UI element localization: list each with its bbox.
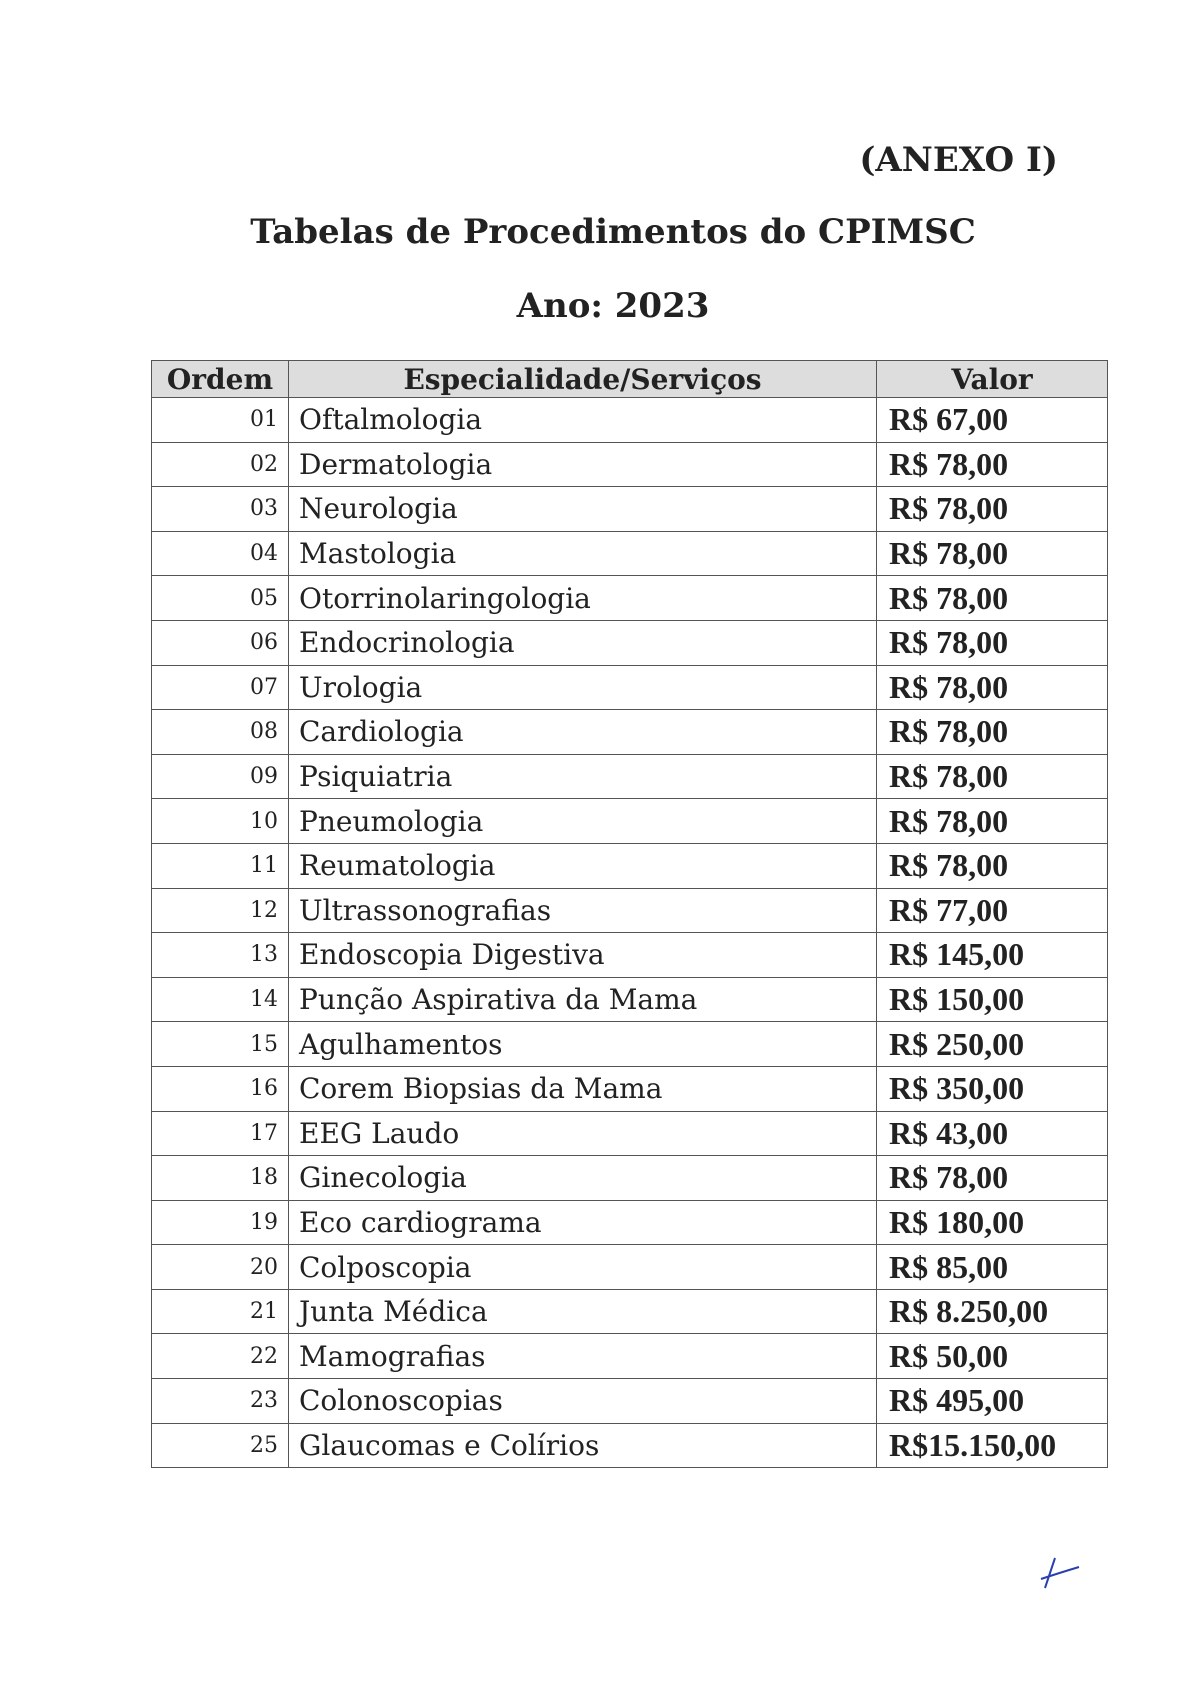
row-specialty: Glaucomas e Colírios	[289, 1423, 877, 1468]
row-order: 06	[152, 620, 289, 665]
row-specialty: Junta Médica	[289, 1289, 877, 1334]
table-row	[152, 1423, 1108, 1468]
row-specialty: EEG Laudo	[289, 1111, 877, 1156]
row-order: 25	[152, 1423, 289, 1468]
column-header-valor: Valor	[877, 361, 1108, 398]
document-title: Tabelas de Procedimentos do CPIMSC	[250, 212, 976, 252]
signature-initial	[1035, 1555, 1085, 1599]
column-header-ordem: Ordem	[152, 361, 289, 398]
row-value: R$ 78,00	[877, 576, 1108, 621]
row-value: R$ 350,00	[877, 1066, 1108, 1111]
row-specialty: Punção Aspirativa da Mama	[289, 977, 877, 1022]
row-specialty: Mamografias	[289, 1334, 877, 1379]
row-order: 08	[152, 710, 289, 755]
row-value: R$ 78,00	[877, 843, 1108, 888]
procedures-table	[151, 360, 1108, 1468]
row-order: 18	[152, 1156, 289, 1201]
row-order: 15	[152, 1022, 289, 1067]
row-order: 22	[152, 1334, 289, 1379]
table-row	[152, 1245, 1108, 1290]
row-value: R$ 78,00	[877, 710, 1108, 755]
table-row	[152, 620, 1108, 665]
table-row	[152, 665, 1108, 710]
table-row	[152, 1200, 1108, 1245]
row-order: 07	[152, 665, 289, 710]
row-specialty: Corem Biopsias da Mama	[289, 1066, 877, 1111]
row-order: 05	[152, 576, 289, 621]
table-row	[152, 933, 1108, 978]
row-value: R$ 78,00	[877, 531, 1108, 576]
row-order: 23	[152, 1379, 289, 1424]
row-value: R$ 78,00	[877, 665, 1108, 710]
table-row	[152, 398, 1108, 443]
row-specialty: Ultrassonografias	[289, 888, 877, 933]
row-value: R$ 250,00	[877, 1022, 1108, 1067]
row-specialty: Colposcopia	[289, 1245, 877, 1290]
row-value: R$ 78,00	[877, 754, 1108, 799]
table-row	[152, 576, 1108, 621]
row-value: R$ 78,00	[877, 620, 1108, 665]
row-specialty: Mastologia	[289, 531, 877, 576]
table-row	[152, 1379, 1108, 1424]
row-value: R$15.150,00	[877, 1423, 1108, 1468]
table-row	[152, 977, 1108, 1022]
row-order: 02	[152, 442, 289, 487]
row-value: R$ 78,00	[877, 442, 1108, 487]
row-order: 04	[152, 531, 289, 576]
table-row	[152, 799, 1108, 844]
row-order: 09	[152, 754, 289, 799]
table-row	[152, 754, 1108, 799]
row-order: 13	[152, 933, 289, 978]
row-specialty: Cardiologia	[289, 710, 877, 755]
row-value: R$ 180,00	[877, 1200, 1108, 1245]
row-order: 01	[152, 398, 289, 443]
row-specialty: Reumatologia	[289, 843, 877, 888]
row-order: 17	[152, 1111, 289, 1156]
table-row	[152, 1334, 1108, 1379]
table-row	[152, 442, 1108, 487]
document-year: Ano: 2023	[516, 286, 710, 326]
row-order: 12	[152, 888, 289, 933]
column-header-especialidade: Especialidade/Serviços	[289, 361, 877, 398]
table-row	[152, 888, 1108, 933]
row-value: R$ 8.250,00	[877, 1289, 1108, 1334]
table-row	[152, 1289, 1108, 1334]
table-row	[152, 1111, 1108, 1156]
row-specialty: Neurologia	[289, 487, 877, 532]
row-specialty: Oftalmologia	[289, 398, 877, 443]
row-specialty: Endoscopia Digestiva	[289, 933, 877, 978]
table-header-row	[152, 361, 1108, 398]
annex-label: (ANEXO I)	[859, 140, 1058, 180]
table-row	[152, 1156, 1108, 1201]
table-row	[152, 487, 1108, 532]
row-order: 03	[152, 487, 289, 532]
row-value: R$ 50,00	[877, 1334, 1108, 1379]
row-value: R$ 43,00	[877, 1111, 1108, 1156]
row-value: R$ 150,00	[877, 977, 1108, 1022]
row-specialty: Endocrinologia	[289, 620, 877, 665]
row-order: 14	[152, 977, 289, 1022]
row-specialty: Psiquiatria	[289, 754, 877, 799]
row-value: R$ 85,00	[877, 1245, 1108, 1290]
row-value: R$ 77,00	[877, 888, 1108, 933]
row-specialty: Pneumologia	[289, 799, 877, 844]
row-specialty: Otorrinolaringologia	[289, 576, 877, 621]
row-order: 10	[152, 799, 289, 844]
row-order: 21	[152, 1289, 289, 1334]
row-specialty: Agulhamentos	[289, 1022, 877, 1067]
row-specialty: Colonoscopias	[289, 1379, 877, 1424]
table-row	[152, 531, 1108, 576]
row-value: R$ 145,00	[877, 933, 1108, 978]
row-specialty: Eco cardiograma	[289, 1200, 877, 1245]
row-specialty: Dermatologia	[289, 442, 877, 487]
row-order: 20	[152, 1245, 289, 1290]
row-value: R$ 78,00	[877, 487, 1108, 532]
row-value: R$ 78,00	[877, 1156, 1108, 1201]
table-row	[152, 1022, 1108, 1067]
table-row	[152, 710, 1108, 755]
table-row	[152, 1066, 1108, 1111]
row-value: R$ 67,00	[877, 398, 1108, 443]
row-order: 16	[152, 1066, 289, 1111]
row-order: 19	[152, 1200, 289, 1245]
row-order: 11	[152, 843, 289, 888]
row-value: R$ 78,00	[877, 799, 1108, 844]
row-value: R$ 495,00	[877, 1379, 1108, 1424]
row-specialty: Urologia	[289, 665, 877, 710]
row-specialty: Ginecologia	[289, 1156, 877, 1201]
table-row	[152, 843, 1108, 888]
